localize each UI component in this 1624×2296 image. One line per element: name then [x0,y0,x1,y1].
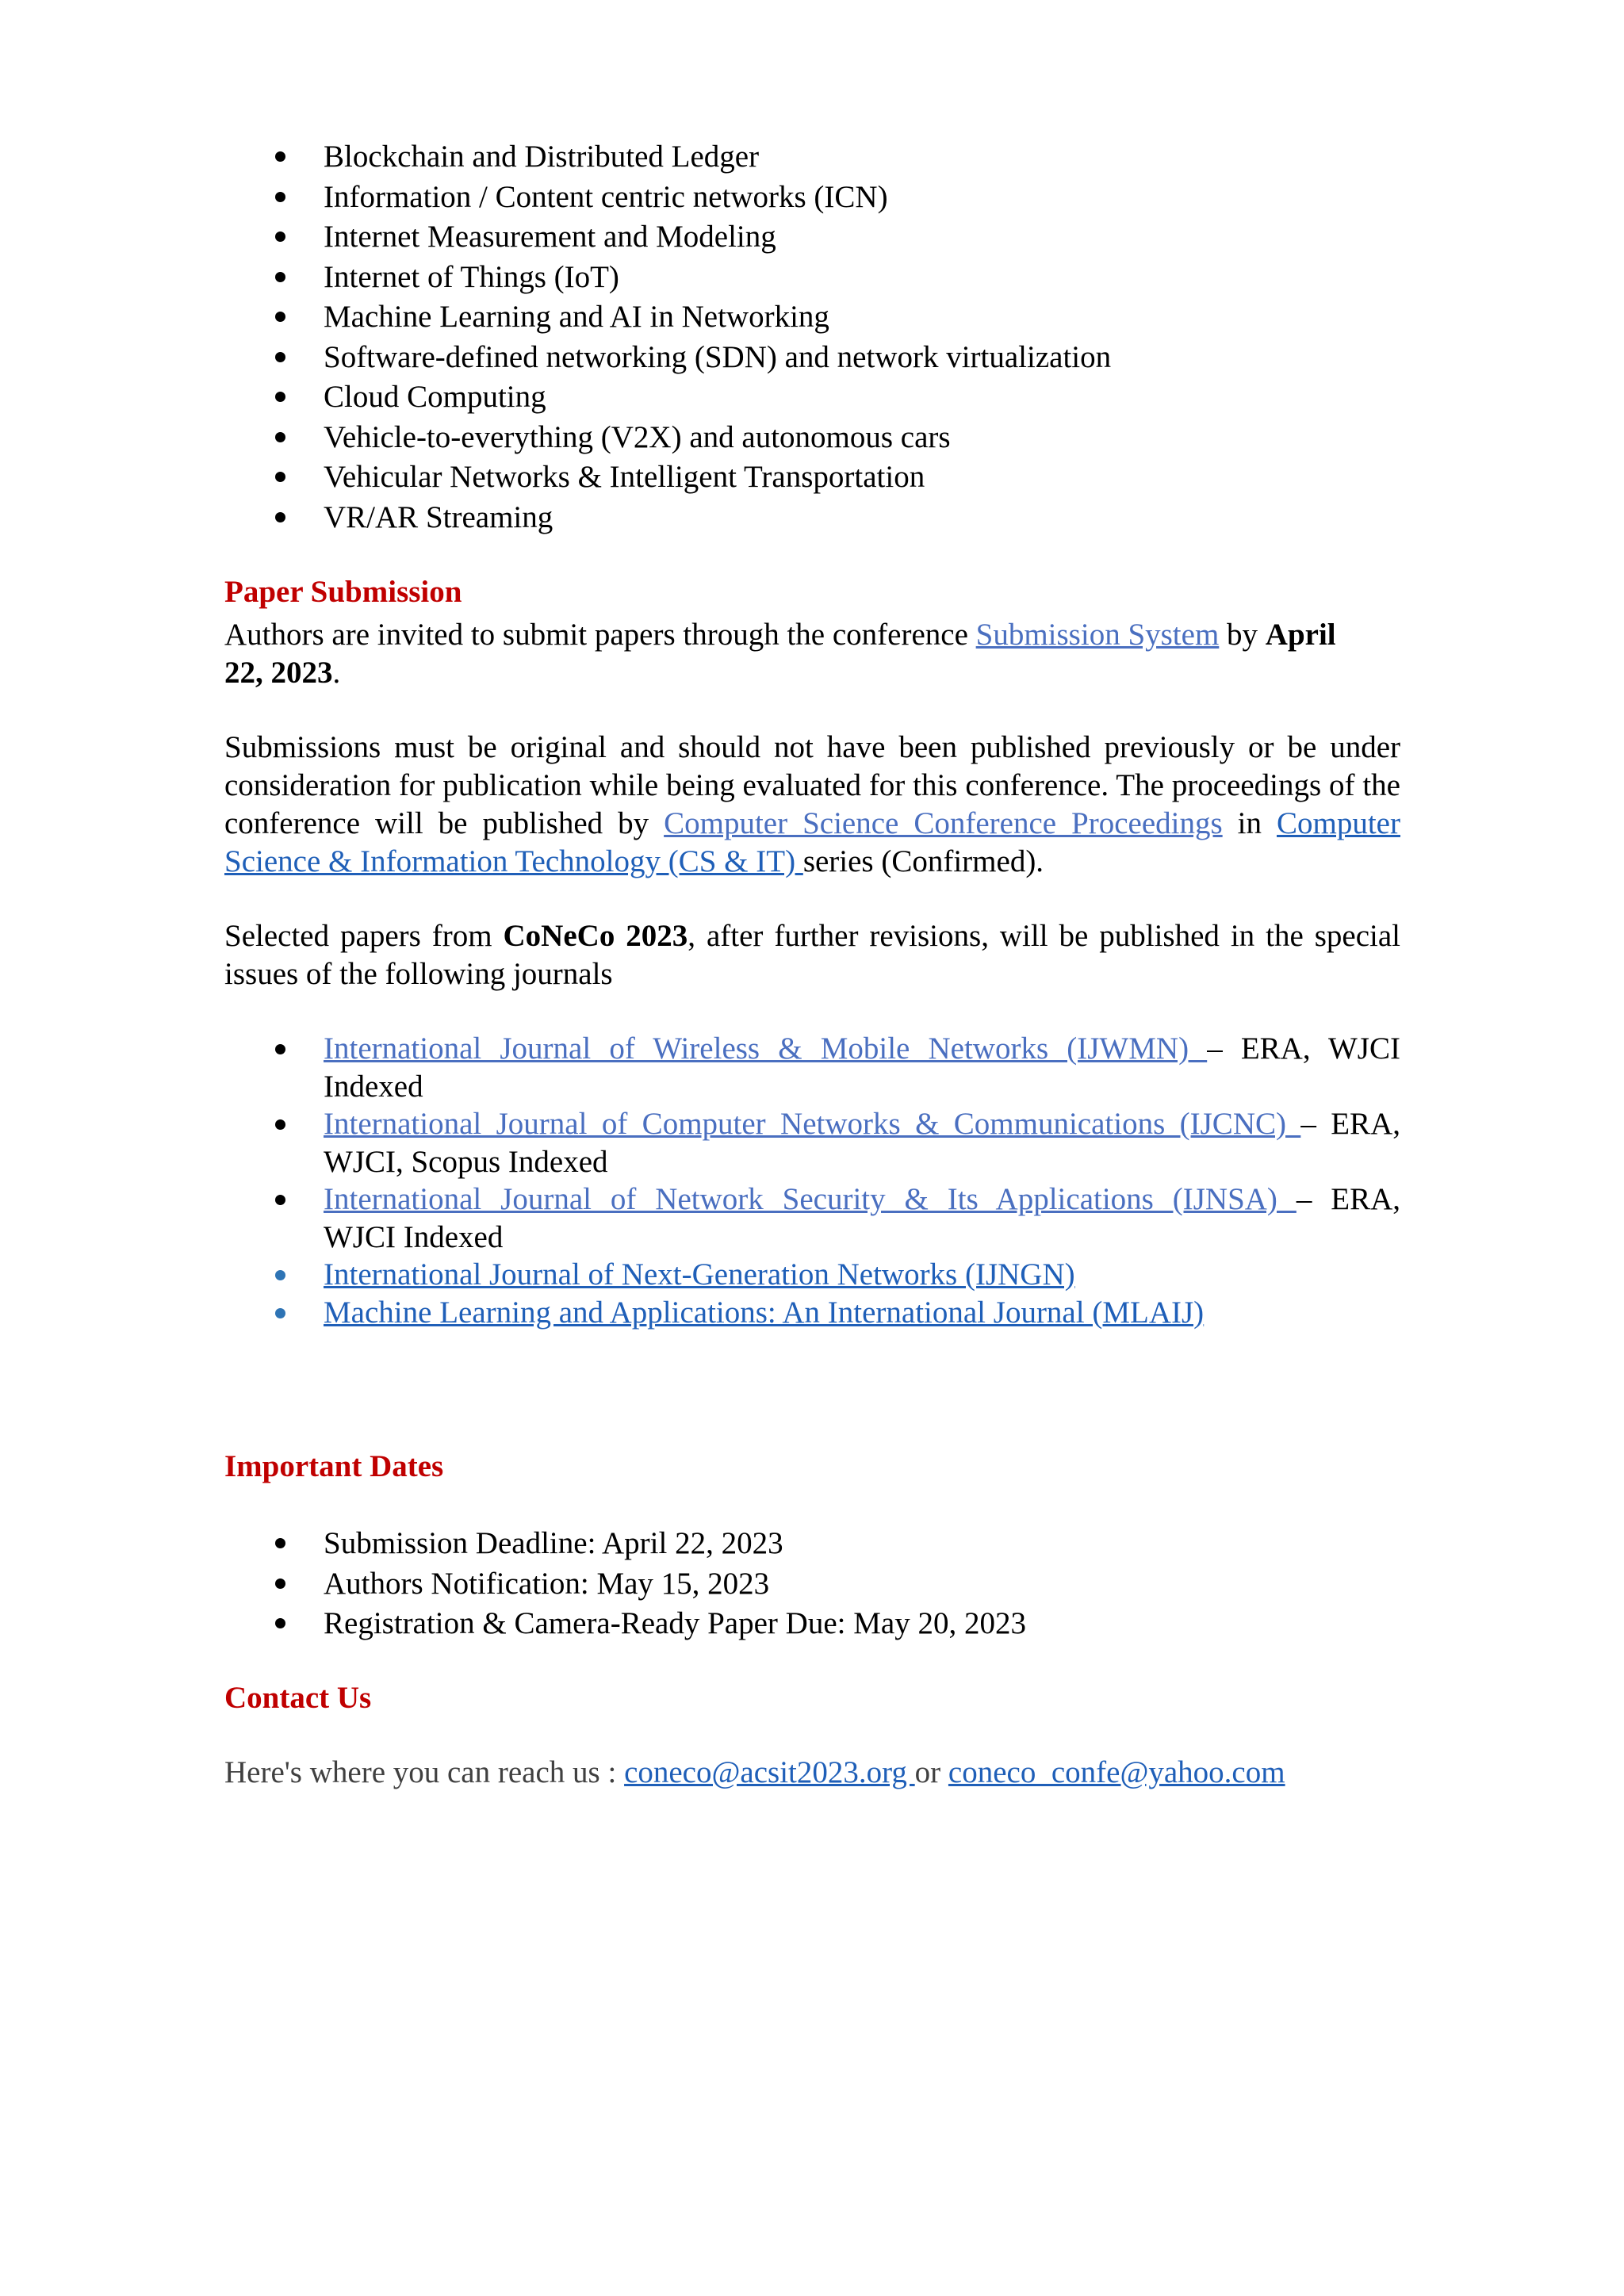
submission-system-link[interactable]: Submission System [975,618,1220,652]
list-item [224,1294,1400,1332]
topics-section [224,137,1400,538]
list-item: Blockchain and Distributed Ledger [224,137,1400,178]
list-item: Submission Deadline: April 22, 2023 [224,1524,1400,1564]
contact-paragraph: Here's where you can reach us : coneco@acsit2023.org or coneco_confe@yahoo.com [224,1755,1285,1789]
list-item: International Journal of Computer Networks & Communications (IJCNC) – ERA, WJCI, Scopus Indexed [224,1105,1400,1181]
list-item: Internet Measurement and Modeling [224,217,1400,258]
bullet-icon [275,232,285,242]
dates-list [224,1524,1400,1644]
list-item: Cloud Computing [224,377,1400,418]
bullet-icon [275,1119,285,1130]
section-heading: Contact Us [224,1681,372,1715]
contact-section [224,1679,1400,1792]
bullet-icon [275,512,285,522]
bullet-icon [275,1578,285,1589]
bullet-icon [275,392,285,402]
list-item: Vehicle-to-everything (V2X) and autonomous cars [224,418,1400,458]
bullet-icon [275,1538,285,1548]
bullet-icon [275,1195,285,1205]
journals-list [224,1030,1400,1331]
bullet-icon [275,352,285,362]
ijwmn-link[interactable]: International Journal of Wireless & Mobile Networks (IJWMN) [324,1031,1208,1066]
section-heading: Important Dates [224,1449,444,1483]
list-item: Vehicular Networks & Intelligent Transportation [224,457,1400,498]
bullet-icon [275,432,285,442]
ijnsa-link[interactable]: International Journal of Network Security & Its Applications (IJNSA) [324,1182,1297,1216]
section-heading: Paper Submission [224,575,462,609]
bullet-icon [275,472,285,482]
bullet-icon [275,1618,285,1628]
journals-intro-paragraph: Selected papers from CoNeCo 2023, after further revisions, will be published in the special issues of the following journals [224,919,1400,991]
list-item: Authors Notification: May 15, 2023 [224,1564,1400,1605]
list-item: International Journal of Network Security & Its Applications (IJNSA) – ERA, WJCI Indexed [224,1181,1400,1256]
bullet-icon [275,1308,285,1318]
proceedings-paragraph: Submissions must be original and should not have been published previously or be under consideration for publication while being evaluated for this conference. The proceedings of the conference will be published by Computer Science Conference Proceedings in Computer Science & Information Technology (CS & IT) series (Confirmed). [224,730,1400,878]
list-item: Machine Learning and AI in Networking [224,297,1400,338]
email-link-yahoo[interactable]: coneco_confe@yahoo.com [948,1755,1285,1789]
ijngn-link[interactable]: International Journal of Next-Generation Networks (IJNGN) [324,1257,1075,1292]
proceedings-link[interactable]: Computer Science Conference Proceedings [664,806,1223,840]
list-item: Registration & Camera-Ready Paper Due: May 20, 2023 [224,1604,1400,1644]
submission-paragraph: Authors are invited to submit papers through the conference Submission System by April 22, 2023. [224,618,1336,690]
bullet-icon [275,312,285,322]
bullet-icon [275,1044,285,1054]
list-item: VR/AR Streaming [224,498,1400,538]
bullet-icon [275,1270,285,1280]
ijcnc-link[interactable]: International Journal of Computer Networks & Communications (IJCNC) [324,1107,1301,1141]
bullet-icon [275,272,285,282]
mlaij-link[interactable]: Machine Learning and Applications: An International Journal (MLAIJ) [324,1295,1205,1330]
csit-series-link[interactable]: Computer Science & Information Technology (CS & IT) [224,806,1400,878]
topics-list [224,137,1400,538]
email-link-acsit[interactable]: coneco@acsit2023.org [624,1755,915,1789]
list-item: Internet of Things (IoT) [224,258,1400,298]
important-dates-section [224,1448,1400,1644]
paper-submission-section [224,573,1400,1331]
list-item: Information / Content centric networks (ICN) [224,178,1400,218]
list-item: International Journal of Wireless & Mobile Networks (IJWMN) – ERA, WJCI Indexed [224,1030,1400,1105]
list-item: Software-defined networking (SDN) and network virtualization [224,338,1400,378]
list-item [224,1256,1400,1294]
bullet-icon [275,192,285,202]
bullet-icon [275,151,285,162]
